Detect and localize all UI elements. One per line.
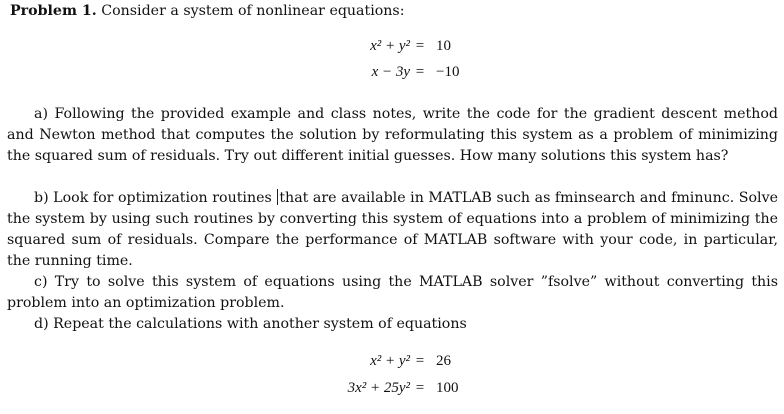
part-a: a) Following the provided example and class notes, write the code for the gradient descent method and Newton method that computes the solution by reformulating this system as a problem of minimizing the squared sum of residuals. Try out different initial guesses. How many solutions this system has? (7, 106, 778, 164)
system2-eq2-lhs: 3x² + 25y² (347, 380, 410, 396)
system2-eq2-rel: = (415, 380, 425, 396)
system1-eq1-rhs: 10 (436, 38, 451, 54)
problem-intro: Consider a system of nonlinear equations: (101, 3, 405, 19)
part-b (7, 188, 778, 272)
system1-eq1 (290, 38, 451, 55)
problem-label: Problem 1. (10, 3, 97, 19)
system1-eq2 (290, 64, 459, 81)
part-b-rest: that are available in MATLAB such as fminsearch and fminunc. Solve the system by using such routines by converting this system of equations into a problem of minimizing the squared sum of residuals. Compare the performance of MATLAB software with your code, in particular, the running time. (7, 190, 778, 269)
part-b-start: b) Look for optimization routines (34, 190, 272, 206)
system2-eq1 (290, 353, 451, 370)
system2-eq2 (290, 380, 459, 397)
system1-eq2-rhs: −10 (436, 64, 460, 80)
system2-eq1-lhs: x² + y² (370, 353, 410, 369)
problem-heading (10, 3, 405, 19)
part-d: d) Repeat the calculations with another system of equations (34, 316, 467, 332)
system1-eq1-lhs: x² + y² (370, 38, 410, 54)
system2-eq2-rhs: 100 (436, 380, 459, 396)
part-c: c) Try to solve this system of equations using the MATLAB solver ”fsolve” without converting this problem into an optimization problem. (7, 274, 778, 311)
system1-eq2-lhs: x − 3y (371, 64, 410, 80)
system1-eq2-rel: = (415, 64, 425, 80)
system2-eq1-rhs: 26 (436, 353, 451, 369)
system2-eq1-rel: = (415, 353, 425, 369)
system1-eq1-rel: = (415, 38, 425, 54)
